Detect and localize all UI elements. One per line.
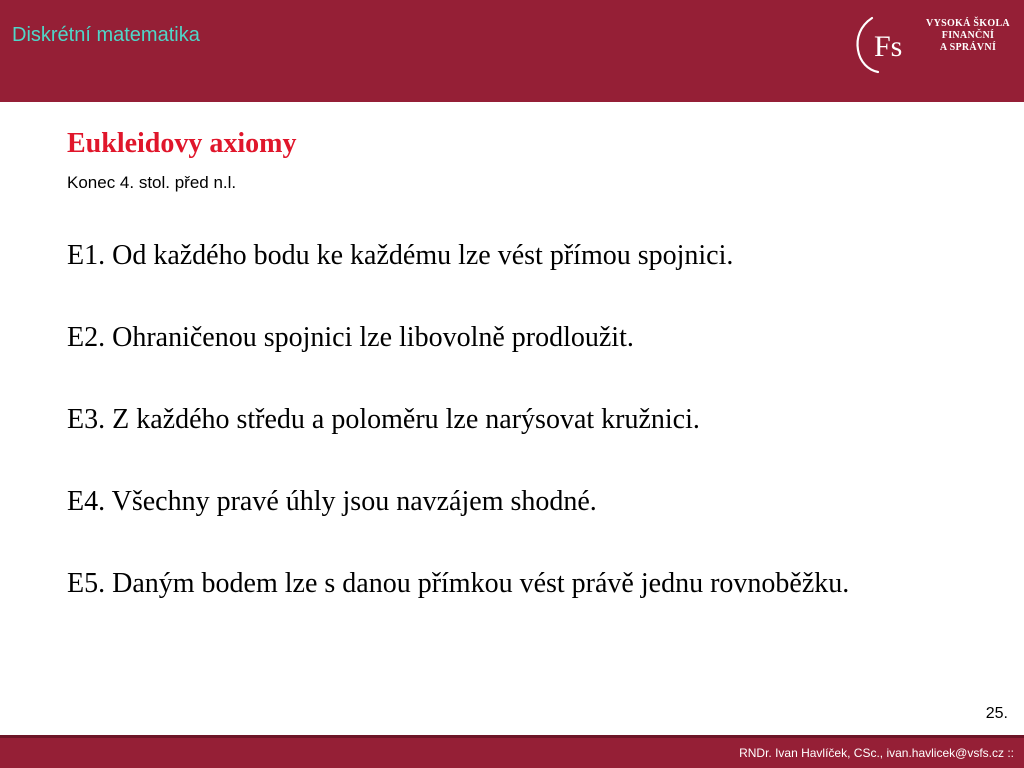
- slide-subtitle: Konec 4. stol. před n.l.: [67, 173, 237, 192]
- school-logo-line-1: VYSOKÁ ŠKOLA: [926, 18, 1010, 29]
- school-logo-name: [918, 18, 1018, 54]
- school-logo-line-2: FINANČNÍ: [941, 30, 995, 41]
- axiom-list: [67, 236, 947, 646]
- slide-title: Eukleidovy axiomy: [67, 128, 297, 159]
- course-title: Diskrétní matematika: [12, 24, 200, 46]
- footer-bar: [0, 738, 1024, 768]
- page-number: 25.: [985, 705, 1008, 722]
- axiom-e3: E3. Z každého středu a poloměru lze narýsovat kružnici.: [67, 404, 700, 435]
- axiom-e5: E5. Daným bodem lze s danou přímkou vést právě jednu rovnoběžku.: [67, 568, 850, 599]
- school-logo-line-3: A SPRÁVNÍ: [939, 42, 997, 53]
- footer-author: RNDr. Ivan Havlíček, CSc., ivan.havlicek@vsfs.cz ::: [739, 746, 1014, 760]
- axiom-e1: E1. Od každého bodu ke každému lze vést přímou spojnici.: [67, 240, 734, 271]
- school-logo: [852, 14, 1022, 76]
- header-bar: [0, 0, 1024, 102]
- school-logo-mark-icon: [852, 14, 916, 76]
- axiom-e4: E4. Všechny pravé úhly jsou navzájem shodné.: [67, 486, 597, 517]
- school-logo-mark-text: Fs: [874, 30, 903, 63]
- axiom-e2: E2. Ohraničenou spojnici lze libovolně prodloužit.: [67, 322, 634, 353]
